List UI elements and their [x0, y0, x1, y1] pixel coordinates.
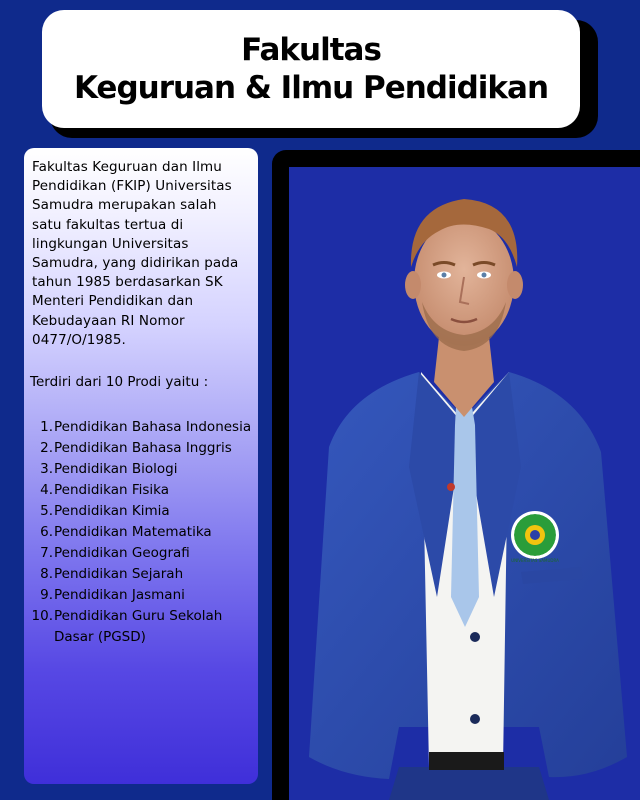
belt	[429, 752, 504, 770]
list-item-number: 8.	[40, 566, 53, 583]
list-item	[30, 501, 252, 522]
list-item	[30, 522, 252, 543]
list-item-number: 6.	[40, 524, 53, 541]
suit-button	[470, 632, 480, 642]
list-item	[30, 606, 252, 648]
list-item-number: 9.	[40, 587, 53, 604]
list-item-number: 7.	[40, 545, 53, 562]
page-title-line-1: Fakultas	[241, 32, 381, 68]
portrait-photo	[289, 167, 640, 800]
list-item	[30, 438, 252, 459]
list-item-label: Pendidikan Jasmani	[54, 587, 185, 604]
list-item	[30, 543, 252, 564]
right-ear	[507, 271, 523, 299]
list-item-label: Pendidikan Geografi	[54, 545, 190, 562]
list-item	[30, 480, 252, 501]
lapel-pin	[447, 483, 455, 491]
list-item	[30, 459, 252, 480]
list-item-label: Pendidikan Kimia	[54, 503, 170, 520]
list-item-label: Pendidikan Sejarah	[54, 566, 184, 583]
list-item-label: Pendidikan Guru Sekolah Dasar (PGSD)	[54, 608, 223, 646]
list-item	[30, 417, 252, 438]
page-title-line-2: Keguruan & Ilmu Pendidikan	[73, 70, 549, 106]
list-item-number: 2.	[40, 440, 53, 457]
list-item-number: 10.	[31, 608, 53, 625]
prodi-intro: Terdiri dari 10 Prodi yaitu :	[30, 374, 209, 391]
portrait-illustration	[289, 167, 640, 800]
list-item-label: Pendidikan Matematika	[54, 524, 212, 541]
list-item-number: 1.	[40, 419, 53, 436]
list-item-label: Pendidikan Biologi	[54, 461, 178, 478]
photo-frame	[272, 150, 640, 800]
prodi-list	[30, 417, 252, 648]
faculty-description: Fakultas Keguruan dan Ilmu Pendidikan (FKIP) Universitas Samudra merupakan salah satu fakultas tertua di lingkungan Universitas Samudra, yang didirikan pada tahun 1985 berdasarkan SK Menteri Pendidikan dan Kebudayaan RI Nomor 0477/O/1985.	[32, 159, 239, 348]
badge-text: UNIVERSITAS SAMUDRA	[511, 558, 559, 563]
list-item-label: Pendidikan Bahasa Indonesia	[54, 419, 252, 436]
list-item	[30, 564, 252, 585]
suit-button	[470, 714, 480, 724]
list-item-number: 3.	[40, 461, 53, 478]
info-panel	[24, 148, 258, 784]
badge-core	[530, 530, 540, 540]
title-box	[42, 10, 580, 128]
list-item-label: Pendidikan Bahasa Inggris	[54, 440, 232, 457]
tie	[451, 407, 479, 627]
list-item-label: Pendidikan Fisika	[54, 482, 170, 499]
right-iris	[482, 273, 487, 278]
trousers	[389, 767, 549, 800]
left-iris	[442, 273, 447, 278]
list-item-number: 4.	[40, 482, 53, 499]
list-item	[30, 585, 252, 606]
left-ear	[405, 271, 421, 299]
list-item-number: 5.	[40, 503, 53, 520]
